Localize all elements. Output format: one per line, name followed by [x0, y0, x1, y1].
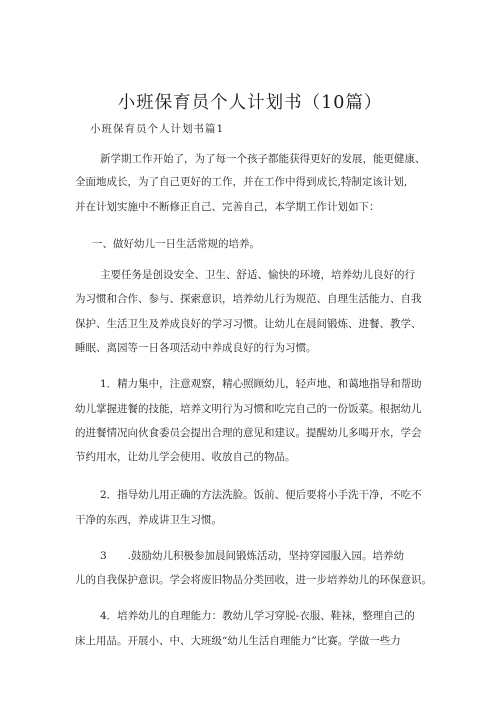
paragraph-line: 床上用品。开展小、中、大班级“幼儿生活自理能力”比赛。学做一些力 [75, 635, 401, 647]
paragraph-line: 3 .鼓励幼儿积极参加晨间锻炼活动，坚持穿园服入园。培养幼 [100, 550, 405, 562]
paragraph-line: 为习惯和合作、参与、探索意识，培养幼儿行为规范、自理生活能力、自我 [75, 293, 422, 305]
paragraph-line: 的进餐情况向伙食委员会提出合理的意见和建议。提醒幼儿多喝开水，学会 [75, 427, 422, 439]
paragraph-line: 新学期工作开始了，为了每一个孩子都能获得更好的发展，能更健康、 [100, 153, 426, 165]
paragraph-line: 主要任务是创设安全、卫生、舒适、愉快的环境，培养幼儿良好的行 [100, 269, 415, 281]
section-heading: 一、做好幼儿一日生活常规的培养。 [92, 238, 260, 250]
paragraph-line: 保护、生活卫生及养成良好的学习习惯。让幼儿在晨间锻炼、进餐、教学、 [75, 318, 422, 330]
document-subtitle: 小班保育员个人计划书篇1 [90, 123, 225, 135]
paragraph-line: 全面地成长，为了自己更好的工作，并在工作中得到成长,特制定该计划, [75, 176, 408, 188]
document-title: 小班保育员个人计划书（10篇） [117, 93, 383, 113]
paragraph-line: 幼儿掌握进餐的技能，培养文明行为习惯和吃完自己的一份饭菜。根据幼儿 [75, 403, 422, 415]
paragraph-line: 睡眠、离园等一日各项活动中养成良好的行为习惯。 [75, 342, 317, 354]
paragraph-line: 1．精力集中，注意观察，精心照顾幼儿，轻声地、和蔼地指导和帮助 [100, 378, 422, 390]
paragraph-line: 儿的自我保护意识。学会将废旧物品分类回收，进一步培养幼儿的环保意识。 [75, 574, 432, 586]
paragraph-line: 干净的东西，养成讲卫生习惯。 [75, 514, 222, 526]
paragraph-line: 4．培养幼儿的自理能力：教幼儿学习穿脱-衣服、鞋袜，整理自己的 [100, 610, 415, 622]
paragraph-line: 节约用水，让幼儿学会使用、收放自己的物品。 [75, 451, 296, 463]
paragraph-line: 2．指导幼儿用正确的方法洗脸。饭前、便后要将小手洗干净，不吃不 [100, 489, 422, 501]
paragraph-line: 并在计划实施中不断修正自己、完善自己，本学期工作计划如下： [75, 201, 380, 213]
